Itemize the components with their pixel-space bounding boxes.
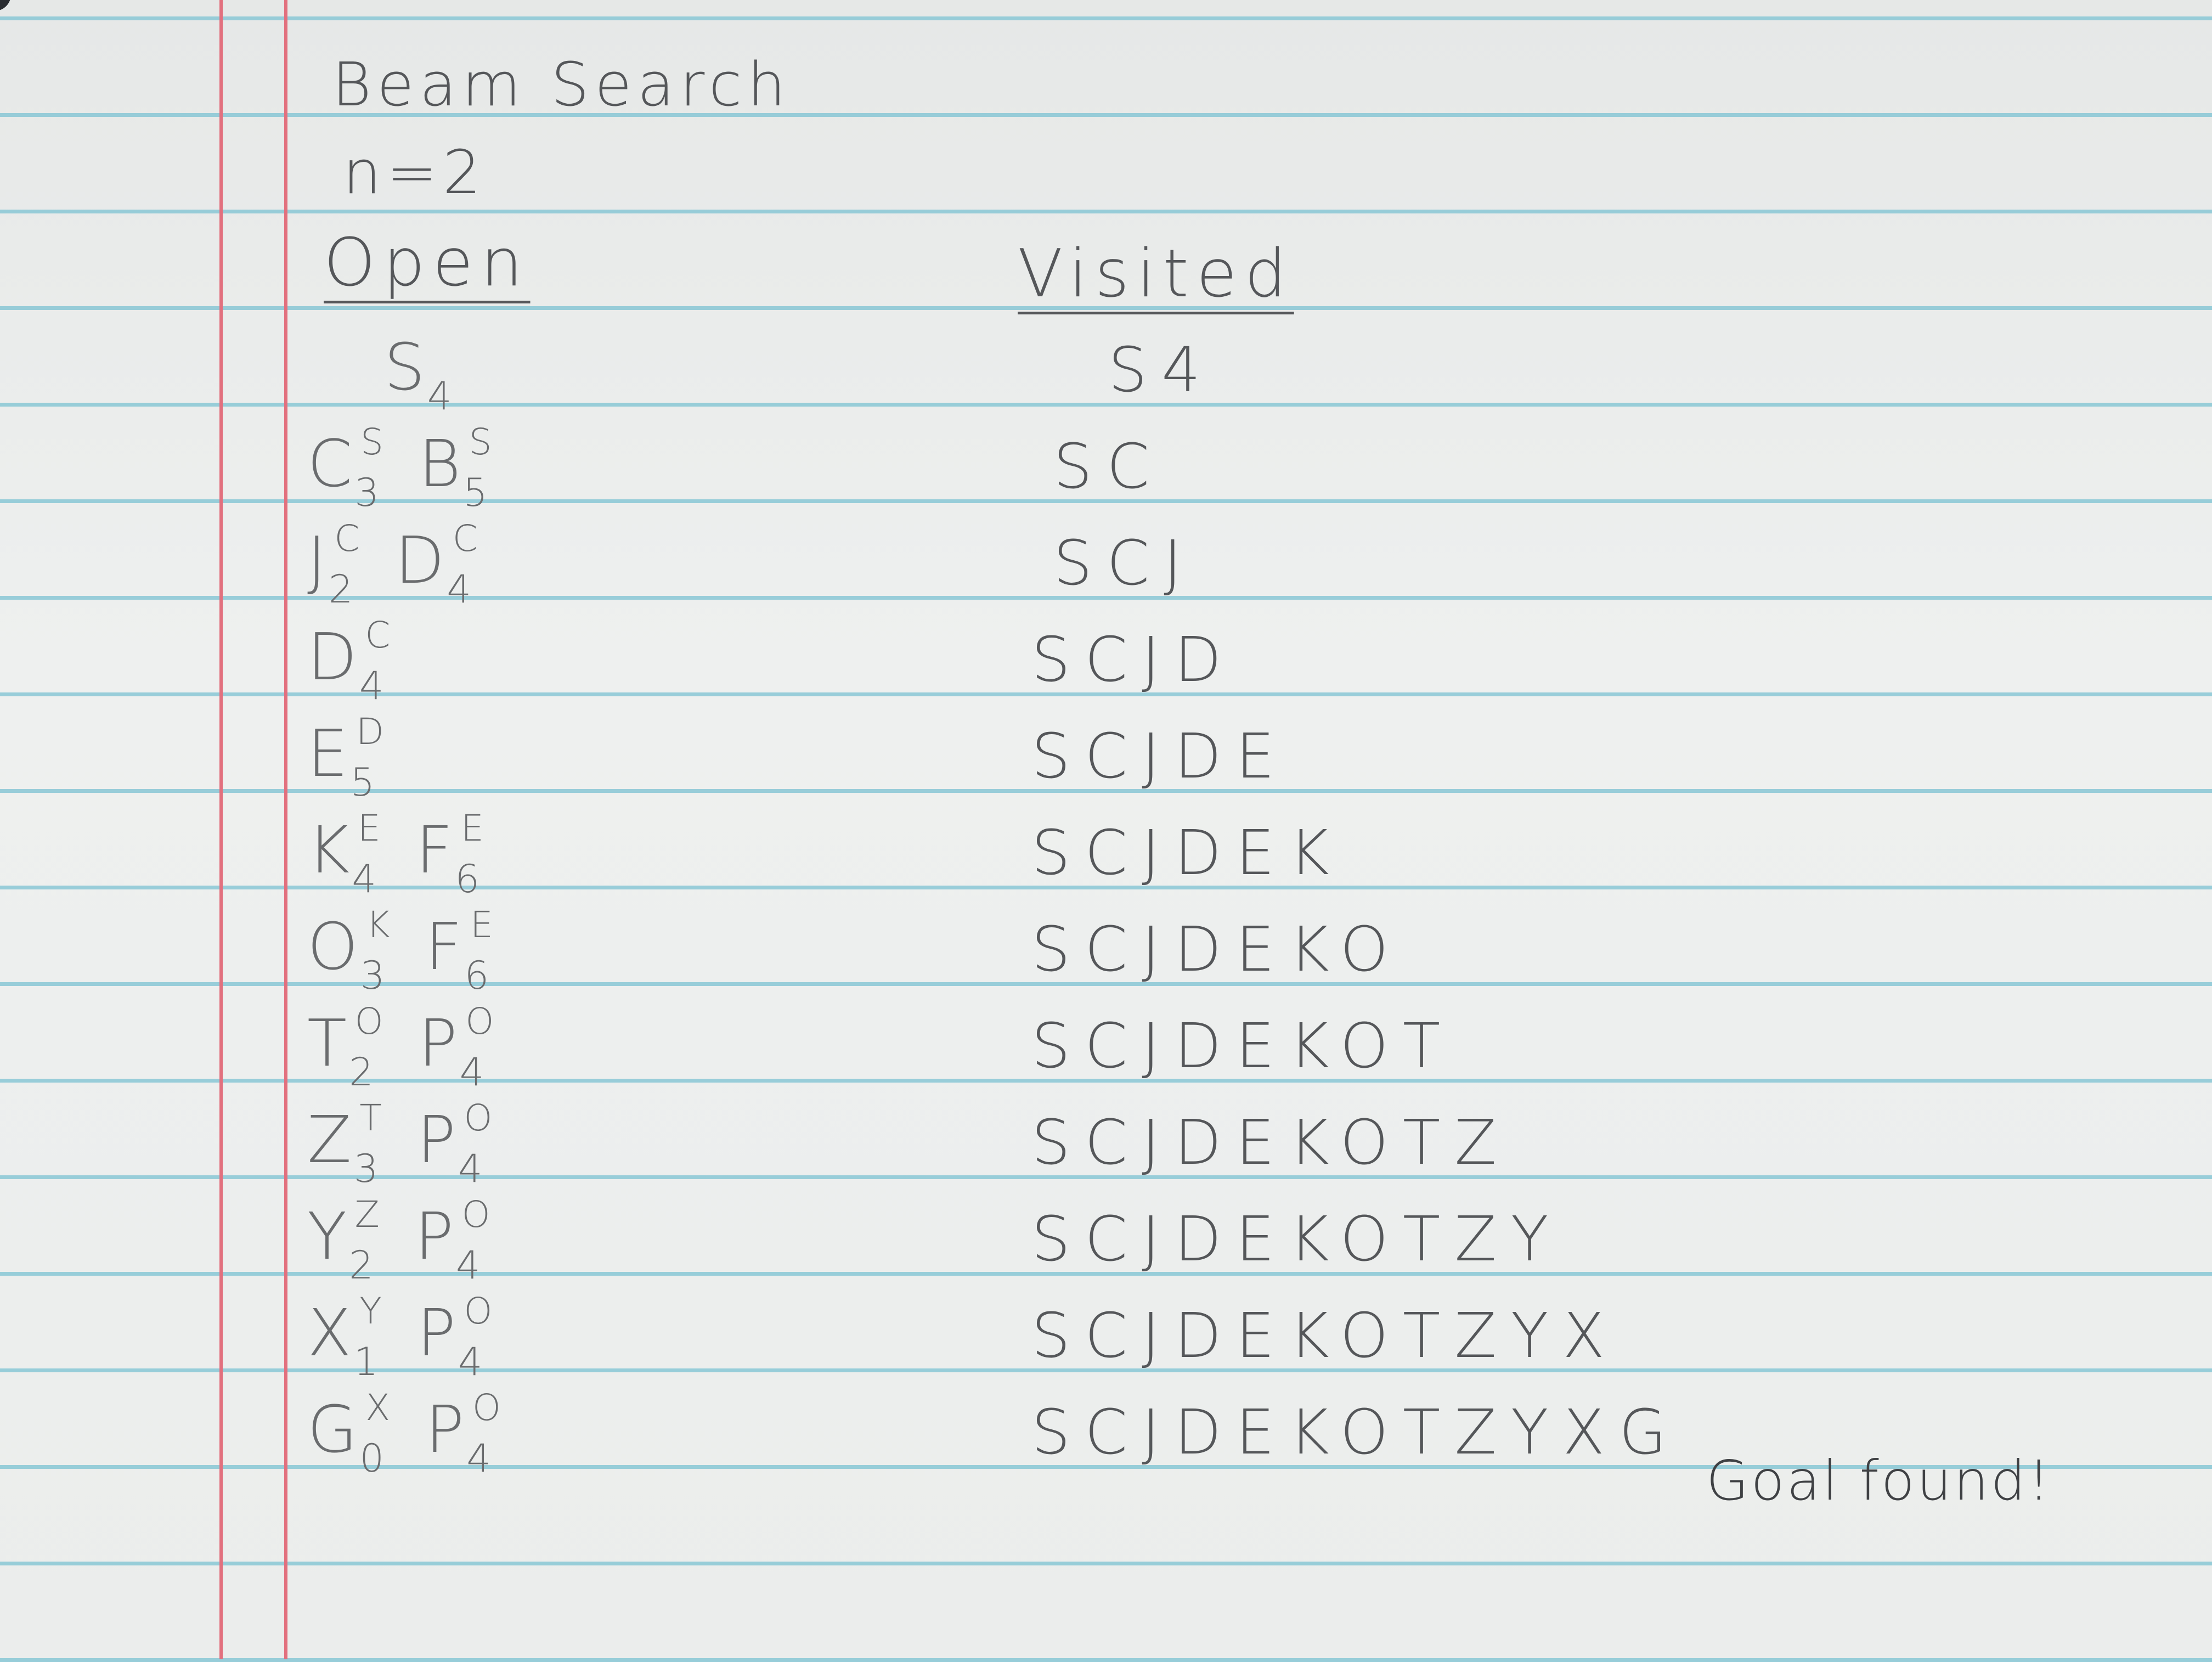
node-cost: 6 bbox=[464, 953, 492, 998]
open-row bbox=[307, 1097, 527, 1191]
open-node bbox=[415, 807, 486, 902]
node-parent: T bbox=[359, 1097, 384, 1139]
open-node bbox=[425, 904, 495, 998]
open-column-heading: Open bbox=[324, 225, 531, 301]
goal-found-note: Goal found! bbox=[1706, 1449, 2052, 1513]
open-node bbox=[307, 807, 383, 902]
open-node bbox=[307, 1290, 384, 1384]
node-letter: D bbox=[394, 522, 447, 598]
open-node bbox=[418, 421, 494, 515]
node-letter: G bbox=[307, 1391, 360, 1467]
open-node bbox=[307, 517, 362, 612]
node-letter: Y bbox=[307, 1198, 349, 1274]
visited-row: S4 bbox=[1108, 335, 1215, 406]
node-cost: 2 bbox=[328, 567, 356, 612]
node-parent: O bbox=[354, 1000, 386, 1043]
ruled-line bbox=[0, 403, 2212, 407]
node-cost: 2 bbox=[349, 1050, 376, 1095]
open-node bbox=[307, 1097, 384, 1191]
node-cost: 4 bbox=[427, 374, 454, 419]
visited-row: SCJDEK bbox=[1031, 818, 1344, 889]
node-cost: 4 bbox=[352, 857, 379, 902]
binder-hole bbox=[0, 0, 11, 11]
visited-row: SCJDEKO bbox=[1031, 914, 1403, 985]
node-letter: K bbox=[307, 812, 352, 888]
beam-width-param: n=2 bbox=[343, 137, 487, 207]
open-row bbox=[307, 1000, 529, 1095]
node-letter: B bbox=[418, 426, 464, 502]
node-parent: O bbox=[472, 1387, 503, 1429]
open-node bbox=[416, 1290, 495, 1384]
visited-row: SCJD bbox=[1031, 624, 1236, 696]
open-node bbox=[416, 1097, 495, 1191]
node-cost: 4 bbox=[466, 1436, 493, 1481]
open-node bbox=[307, 711, 386, 805]
open-node bbox=[425, 1387, 503, 1481]
visited-row: SCJDEKOTZYX bbox=[1031, 1300, 1620, 1372]
node-letter: P bbox=[414, 1198, 456, 1274]
node-parent: Y bbox=[359, 1290, 384, 1332]
node-cost: 4 bbox=[359, 663, 386, 708]
node-cost: 5 bbox=[463, 470, 490, 515]
node-cost: 3 bbox=[360, 953, 387, 998]
open-row bbox=[307, 711, 419, 805]
ruled-line bbox=[0, 1658, 2212, 1662]
ruled-line bbox=[0, 210, 2212, 213]
node-parent: X bbox=[365, 1387, 393, 1429]
open-row bbox=[384, 329, 466, 419]
open-node bbox=[414, 1193, 493, 1288]
node-letter: X bbox=[307, 1295, 354, 1371]
node-parent: C bbox=[452, 517, 480, 560]
node-parent: E bbox=[470, 904, 495, 946]
open-row bbox=[307, 904, 528, 998]
node-cost: 4 bbox=[447, 567, 473, 612]
open-node bbox=[307, 614, 393, 708]
ruled-line bbox=[0, 1562, 2212, 1565]
visited-row: SCJ bbox=[1053, 528, 1197, 599]
visited-row: SC bbox=[1053, 431, 1164, 503]
node-cost: 3 bbox=[354, 470, 381, 515]
node-cost: 5 bbox=[350, 760, 377, 805]
node-cost: 4 bbox=[458, 1339, 485, 1384]
node-parent: C bbox=[365, 614, 393, 656]
node-letter: Z bbox=[307, 1102, 354, 1178]
open-node bbox=[307, 1193, 382, 1288]
node-letter: P bbox=[416, 1295, 458, 1371]
open-row bbox=[307, 421, 527, 515]
open-node bbox=[307, 1387, 393, 1481]
open-row bbox=[307, 1193, 526, 1288]
node-cost: 2 bbox=[349, 1243, 376, 1288]
visited-row: SCJDEKOTZ bbox=[1031, 1107, 1511, 1179]
node-letter: C bbox=[307, 426, 355, 502]
node-cost: 6 bbox=[455, 857, 482, 902]
open-node bbox=[418, 1000, 496, 1095]
node-cost: 3 bbox=[353, 1146, 381, 1191]
open-row bbox=[307, 1290, 527, 1384]
visited-row: SCJDEKOT bbox=[1031, 1011, 1455, 1082]
node-parent: E bbox=[461, 807, 486, 849]
node-parent: S bbox=[360, 421, 386, 463]
node-cost: 4 bbox=[459, 1050, 487, 1095]
open-node bbox=[307, 904, 392, 998]
open-node bbox=[384, 329, 454, 419]
visited-row: SCJDEKOTZYXG bbox=[1031, 1397, 1681, 1468]
visited-row: SCJDEKOTZY bbox=[1031, 1204, 1563, 1275]
margin-line-left bbox=[219, 0, 223, 1659]
open-row bbox=[307, 614, 426, 708]
node-cost: 0 bbox=[359, 1436, 386, 1481]
node-letter: O bbox=[307, 909, 360, 984]
node-parent: C bbox=[334, 517, 362, 560]
node-parent: S bbox=[469, 421, 494, 463]
node-letter: P bbox=[416, 1102, 458, 1178]
visited-row: SCJDE bbox=[1031, 721, 1289, 792]
open-node bbox=[307, 421, 386, 515]
node-cost: 4 bbox=[458, 1146, 485, 1191]
visited-column-heading: Visited bbox=[1018, 236, 1294, 312]
node-letter: E bbox=[307, 715, 351, 791]
node-letter: D bbox=[307, 619, 359, 695]
node-cost: 1 bbox=[353, 1339, 381, 1384]
node-parent: O bbox=[461, 1193, 493, 1236]
open-row bbox=[307, 807, 519, 902]
node-parent: O bbox=[465, 1000, 496, 1043]
node-letter: T bbox=[307, 1005, 349, 1081]
ruled-line bbox=[0, 16, 2212, 20]
node-parent: O bbox=[464, 1290, 495, 1332]
node-parent: Z bbox=[354, 1193, 382, 1236]
node-cost: 4 bbox=[456, 1243, 483, 1288]
node-letter: S bbox=[384, 329, 427, 405]
node-parent: D bbox=[356, 711, 386, 753]
node-letter: F bbox=[415, 812, 455, 888]
open-node bbox=[307, 1000, 386, 1095]
margin-line bbox=[284, 0, 287, 1659]
node-parent: O bbox=[464, 1097, 495, 1139]
open-row bbox=[307, 517, 513, 612]
open-row bbox=[307, 1387, 536, 1481]
node-letter: P bbox=[425, 1391, 467, 1467]
open-node bbox=[394, 517, 480, 612]
node-parent: E bbox=[357, 807, 383, 849]
node-parent: K bbox=[366, 904, 392, 946]
node-letter: J bbox=[307, 522, 329, 598]
node-letter: P bbox=[418, 1005, 460, 1081]
page-title: Beam Search bbox=[332, 49, 792, 120]
node-letter: F bbox=[425, 909, 465, 984]
